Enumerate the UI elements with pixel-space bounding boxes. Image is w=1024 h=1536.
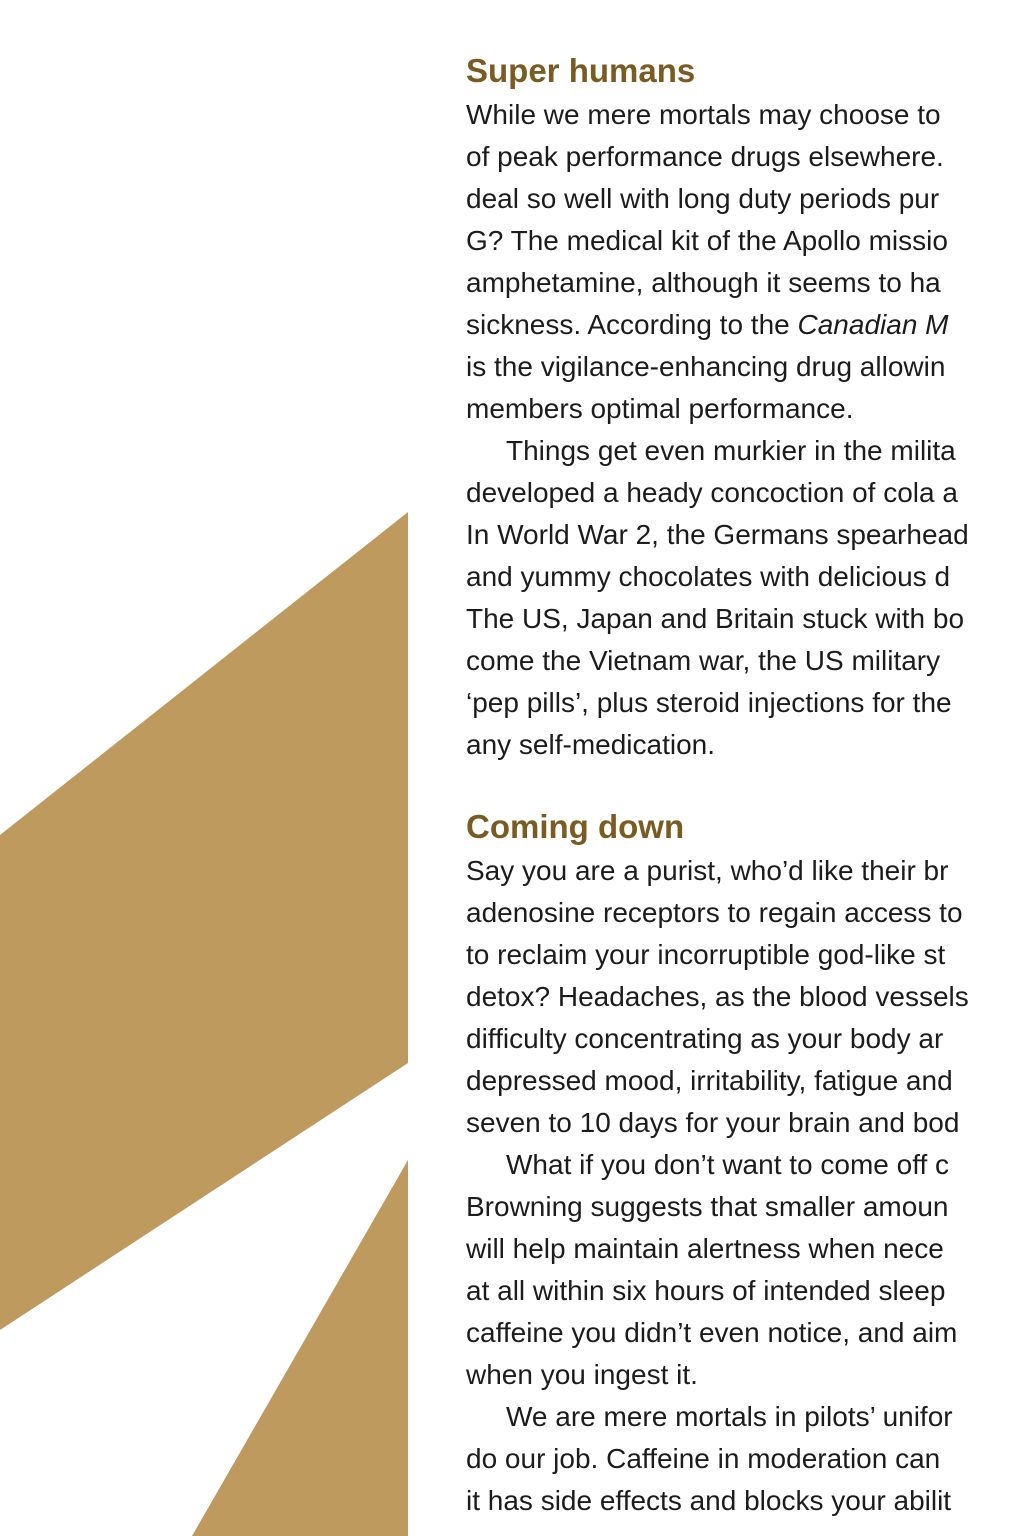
text-line: and yummy chocolates with delicious d xyxy=(466,561,951,592)
text-line: depressed mood, irritability, fatigue and xyxy=(466,1065,953,1096)
text-line: any self-medication. xyxy=(466,729,716,760)
text-line: at all within six hours of intended sleep xyxy=(466,1275,946,1306)
text-line: members optimal performance. xyxy=(466,393,854,424)
text-line: developed a heady concoction of cola a xyxy=(466,477,958,508)
text-line: While we mere mortals may choose to xyxy=(466,99,941,130)
text-line: amphetamine, although it seems to ha xyxy=(466,267,941,298)
text-line: The US, Japan and Britain stuck with bo xyxy=(466,603,965,634)
text-line: when you ingest it. xyxy=(466,1359,698,1390)
text-line: deal so well with long duty periods pur xyxy=(466,183,940,214)
text-line: detox? Headaches, as the blood vessels xyxy=(466,981,969,1012)
text-line: We are mere mortals in pilots’ unifor xyxy=(506,1401,953,1432)
text-line: it has side effects and blocks your abilit xyxy=(466,1485,952,1516)
section-heading-coming-down: Coming down xyxy=(466,808,685,845)
text-line: Browning suggests that smaller amoun xyxy=(466,1191,949,1222)
text-line xyxy=(466,304,949,346)
text-line: Things get even murkier in the milita xyxy=(506,435,956,466)
text-line: is the vigilance-enhancing drug allowin xyxy=(466,351,946,382)
text-line: Say you are a purist, who’d like their br xyxy=(466,855,949,886)
text-line: will help maintain alertness when nece xyxy=(466,1233,944,1264)
text-line: come the Vietnam war, the US military xyxy=(466,645,941,676)
text-line: do our job. Caffeine in moderation can xyxy=(466,1443,941,1474)
text-line: What if you don’t want to come off c xyxy=(506,1149,950,1180)
text-line: to reclaim your incorruptible god-like st xyxy=(466,939,946,970)
section-heading-super-humans: Super humans xyxy=(466,52,696,89)
text-run: sickness. According to the xyxy=(466,309,798,340)
text-line: In World War 2, the Germans spearhead xyxy=(466,519,969,550)
text-line: adenosine receptors to regain access to xyxy=(466,897,963,928)
publication-name: Canadian M xyxy=(797,309,949,340)
text-line: seven to 10 days for your brain and bod xyxy=(466,1107,960,1138)
text-line: of peak performance drugs elsewhere. xyxy=(466,141,944,172)
text-line: G? The medical kit of the Apollo missio xyxy=(466,225,948,256)
text-line: difficulty concentrating as your body ar xyxy=(466,1023,944,1054)
text-line: caffeine you didn’t even notice, and aim xyxy=(466,1317,958,1348)
decorative-wedge-lower xyxy=(192,1160,408,1536)
decorative-band-upper xyxy=(0,512,408,1330)
text-line: ‘pep pills’, plus steroid injections for the xyxy=(466,687,952,718)
